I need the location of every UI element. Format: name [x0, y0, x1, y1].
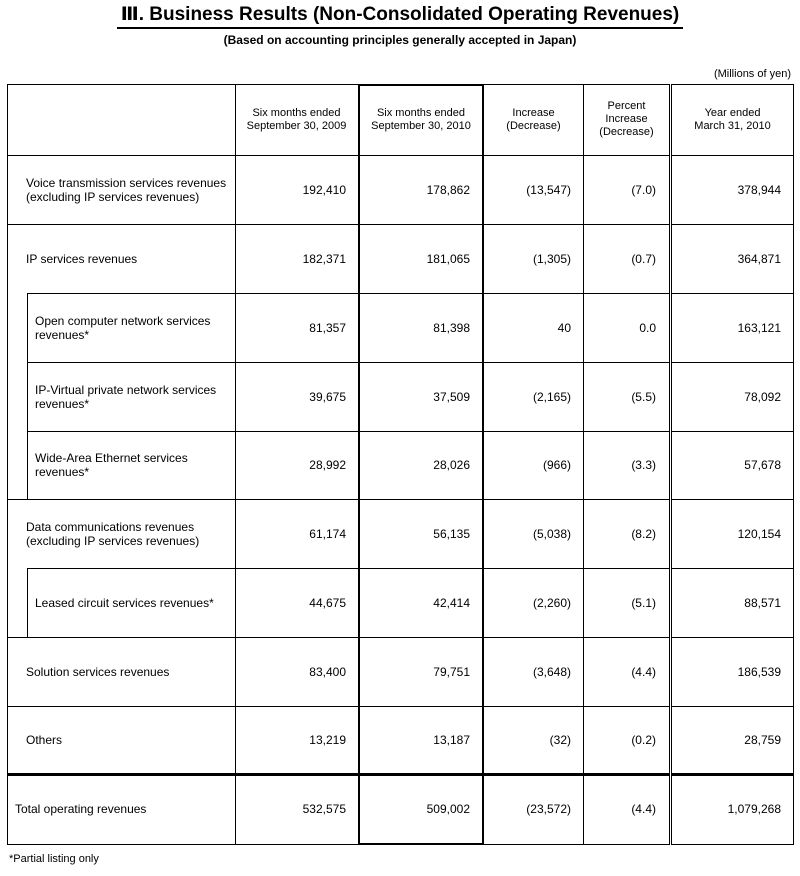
cell-value-text: 56,135: [433, 526, 470, 541]
row-label: [7, 774, 235, 844]
cell-value-text: 40: [557, 320, 571, 335]
cell-value-text: (2,165): [532, 389, 571, 404]
cell-value-text: 61,174: [309, 526, 346, 541]
cell-value: [360, 706, 482, 774]
cell-value: [584, 706, 669, 774]
cell-value: [360, 293, 482, 362]
cell-value-text: 120,154: [737, 526, 781, 541]
cell-value-text: (5.1): [631, 595, 656, 610]
cell-value: [672, 774, 793, 844]
cell-value: [484, 499, 583, 568]
cell-value-text: 81,357: [309, 320, 346, 335]
cell-value: [360, 774, 482, 844]
cell-value: [672, 706, 793, 774]
cell-value: [484, 224, 583, 293]
column-header-4-text: Percent Increase (Decrease): [599, 100, 654, 138]
cell-value: [584, 224, 669, 293]
cell-value-text: 0.0: [639, 320, 656, 335]
cell-value: [484, 293, 583, 362]
cell-value-text: 44,675: [309, 595, 346, 610]
cell-value: [672, 362, 793, 431]
cell-value: [360, 362, 482, 431]
cell-value: [672, 568, 793, 637]
cell-value-text: 181,065: [426, 251, 470, 266]
row-label: [7, 224, 235, 293]
cell-value: [360, 431, 482, 499]
row-label-text: Leased circuit services revenues*: [35, 595, 214, 610]
column-header-4: [584, 84, 669, 155]
cell-value-text: 178,862: [426, 182, 470, 197]
cell-value-text: 83,400: [309, 664, 346, 679]
cell-value-text: (5.5): [631, 389, 656, 404]
cell-value: [235, 637, 358, 706]
cell-value-text: 13,187: [433, 733, 470, 747]
page-title: Ⅲ. Business Results (Non-Consolidated Operating Revenues): [0, 4, 800, 29]
cell-value-text: 13,219: [309, 733, 346, 747]
cell-value-text: 28,759: [744, 733, 781, 747]
column-header-3: [484, 84, 583, 155]
cell-value-text: (3.3): [631, 458, 656, 472]
column-header-1: [235, 84, 358, 155]
row-label: [7, 637, 235, 706]
column-header-5-text: Year ended March 31, 2010: [694, 106, 771, 132]
cell-value: [484, 568, 583, 637]
cell-value-text: (4.4): [631, 664, 656, 679]
cell-value: [235, 293, 358, 362]
cell-value: [484, 774, 583, 844]
cell-value: [672, 431, 793, 499]
cell-value: [584, 637, 669, 706]
cell-value-text: 79,751: [433, 664, 470, 679]
cell-value: [360, 155, 482, 224]
cell-value-text: 88,571: [744, 595, 781, 610]
page-subtitle: (Based on accounting principles generally accepted in Japan): [223, 33, 577, 47]
cell-value: [235, 568, 358, 637]
cell-value-text: (1,305): [532, 251, 571, 266]
cell-value: [235, 431, 358, 499]
cell-value: [584, 431, 669, 499]
cell-value-text: 57,678: [744, 458, 781, 472]
row-label-text: Voice transmission services revenues (excluding IP services revenues): [26, 175, 227, 204]
cell-value: [584, 774, 669, 844]
cell-value-text: 78,092: [744, 389, 781, 404]
cell-value-text: (13,547): [526, 182, 571, 197]
cell-value: [235, 224, 358, 293]
cell-value-text: (32): [549, 733, 571, 747]
cell-value: [484, 362, 583, 431]
row-label-text: Data communications revenues (excluding IP services revenues): [26, 519, 200, 548]
column-header-1-text: Six months ended September 30, 2009: [246, 106, 347, 132]
cell-value-text: 28,992: [309, 458, 346, 472]
cell-value-text: (966): [542, 458, 571, 472]
cell-value-text: 192,410: [302, 182, 346, 197]
cell-value-text: 81,398: [433, 320, 470, 335]
cell-value-text: (5,038): [532, 526, 571, 541]
cell-value-text: (23,572): [526, 802, 571, 816]
cell-value-text: (8.2): [631, 526, 656, 541]
row-label-text: IP services revenues: [26, 251, 138, 266]
row-label: [7, 293, 235, 362]
cell-value-text: 509,002: [426, 802, 470, 816]
cell-value-text: (2,260): [532, 595, 571, 610]
cell-value: [672, 637, 793, 706]
cell-value: [584, 499, 669, 568]
cell-value: [584, 568, 669, 637]
cell-value-text: 1,079,268: [727, 802, 781, 816]
cell-value-text: 364,871: [737, 251, 781, 266]
cell-value-text: 532,575: [302, 802, 346, 816]
cell-value-text: 182,371: [302, 251, 346, 266]
cell-value: [235, 774, 358, 844]
table-rule: [671, 844, 794, 845]
cell-value: [484, 706, 583, 774]
row-label-text: Total operating revenues: [15, 802, 147, 816]
cell-value: [584, 293, 669, 362]
row-label-text: IP-Virtual private network services revenues*: [35, 382, 217, 411]
cell-value: [360, 637, 482, 706]
cell-value-text: 42,414: [433, 595, 470, 610]
cell-value: [484, 637, 583, 706]
column-header-3-text: Increase (Decrease): [506, 106, 561, 132]
cell-value-text: (3,648): [532, 664, 571, 679]
cell-value: [484, 431, 583, 499]
cell-value: [672, 155, 793, 224]
cell-value-text: 28,026: [433, 458, 470, 472]
row-label: [7, 431, 235, 499]
cell-value-text: (7.0): [631, 182, 656, 197]
row-label: [7, 362, 235, 431]
footnote: *Partial listing only: [9, 853, 99, 865]
row-label-text: Wide-Area Ethernet services revenues*: [35, 451, 188, 479]
cell-value-text: (0.2): [631, 733, 656, 747]
cell-value-text: (0.7): [631, 251, 656, 266]
cell-value: [235, 155, 358, 224]
cell-value: [360, 568, 482, 637]
cell-value: [360, 224, 482, 293]
cell-value: [484, 155, 583, 224]
cell-value: [235, 499, 358, 568]
column-header-2: [360, 84, 482, 155]
row-label: [7, 155, 235, 224]
table-rule: [669, 84, 670, 844]
cell-value: [584, 362, 669, 431]
cell-value: [672, 293, 793, 362]
cell-value-text: 186,539: [737, 664, 781, 679]
row-label-text: Open computer network services revenues*: [35, 313, 211, 342]
cell-value: [672, 499, 793, 568]
column-header-2-text: Six months ended September 30, 2010: [371, 106, 471, 132]
table-rule: [7, 844, 670, 845]
cell-value: [235, 706, 358, 774]
cell-value-text: 39,675: [309, 389, 346, 404]
row-label: [7, 568, 235, 637]
table-rule: [793, 84, 794, 844]
row-label-text: Others: [26, 733, 63, 747]
row-label: [7, 706, 235, 774]
cell-value-text: 37,509: [433, 389, 470, 404]
row-label: [7, 499, 235, 568]
row-label-text: Solution services revenues: [26, 664, 170, 679]
cell-value: [584, 155, 669, 224]
cell-value-text: 163,121: [737, 320, 781, 335]
cell-value: [360, 499, 482, 568]
unit-note: (Millions of yen): [713, 68, 791, 80]
cell-value: [235, 362, 358, 431]
column-header-5: [672, 84, 793, 155]
cell-value: [672, 224, 793, 293]
cell-value-text: (4.4): [631, 802, 656, 816]
cell-value-text: 378,944: [737, 182, 781, 197]
